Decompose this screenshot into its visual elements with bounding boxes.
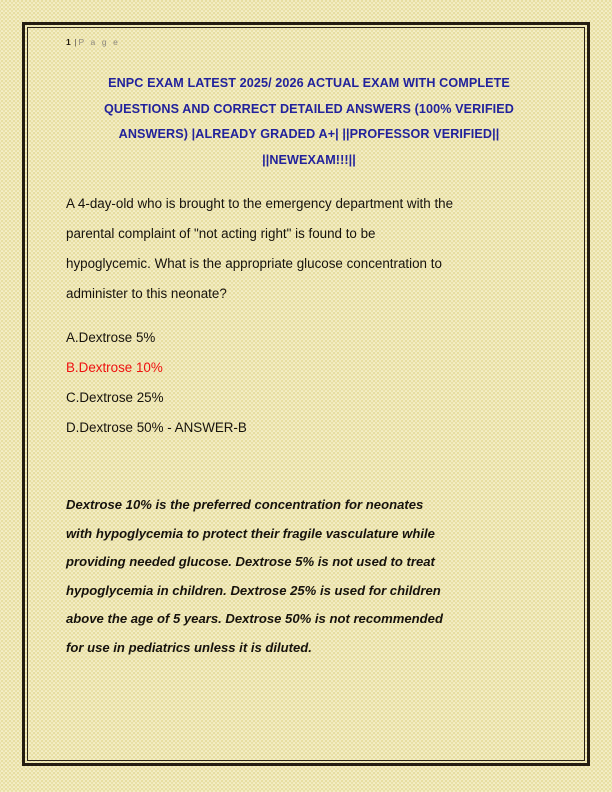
answer-option-a: A.Dextrose 5% xyxy=(66,330,156,345)
question-stem-line-3: hypoglycemic. What is the appropriate glucose concentration to xyxy=(66,256,442,271)
answer-rationale xyxy=(66,491,552,662)
question-stem-line-1: A 4-day-old who is brought to the emergency department with the xyxy=(66,196,454,211)
answer-option-d: D.Dextrose 50% - ANSWER-B xyxy=(66,420,247,435)
question-stem-line-4: administer to this neonate? xyxy=(66,286,227,301)
answer-options-list xyxy=(66,323,552,443)
rationale-line-1: Dextrose 10% is the preferred concentration for neonates xyxy=(66,497,424,512)
page-header-label: P a g e xyxy=(78,37,120,47)
question-stem-line-2: parental complaint of "not acting right" is found to be xyxy=(66,226,376,241)
page-content xyxy=(27,27,585,761)
rationale-line-4: hypoglycemia in children. Dextrose 25% is used for children xyxy=(66,582,441,598)
running-header xyxy=(66,35,552,49)
page-header-separator: | xyxy=(74,37,77,47)
page-number: 1 xyxy=(66,37,72,47)
document-title xyxy=(72,71,546,173)
title-line-3: ANSWERS) |ALREADY GRADED A+| ||PROFESSOR VERIFIED|| xyxy=(118,127,500,141)
title-line-4: ||NEWEXAM!!!|| xyxy=(262,152,356,167)
title-line-2: QUESTIONS AND CORRECT DETAILED ANSWERS (100% VERIFIED xyxy=(104,101,514,116)
rationale-line-6: for use in pediatrics unless it is diluted. xyxy=(66,639,312,655)
rationale-line-2: with hypoglycemia to protect their fragile vasculature while xyxy=(66,525,435,541)
answer-option-c: C.Dextrose 25% xyxy=(66,390,164,405)
answer-option-b: B.Dextrose 10% xyxy=(66,360,163,375)
rationale-line-5: above the age of 5 years. Dextrose 50% is not recommended xyxy=(66,611,443,626)
rationale-line-3: providing needed glucose. Dextrose 5% is not used to treat xyxy=(66,554,435,569)
question-stem xyxy=(66,189,552,309)
title-line-1: ENPC EXAM LATEST 2025/ 2026 ACTUAL EXAM WITH COMPLETE xyxy=(108,76,510,90)
